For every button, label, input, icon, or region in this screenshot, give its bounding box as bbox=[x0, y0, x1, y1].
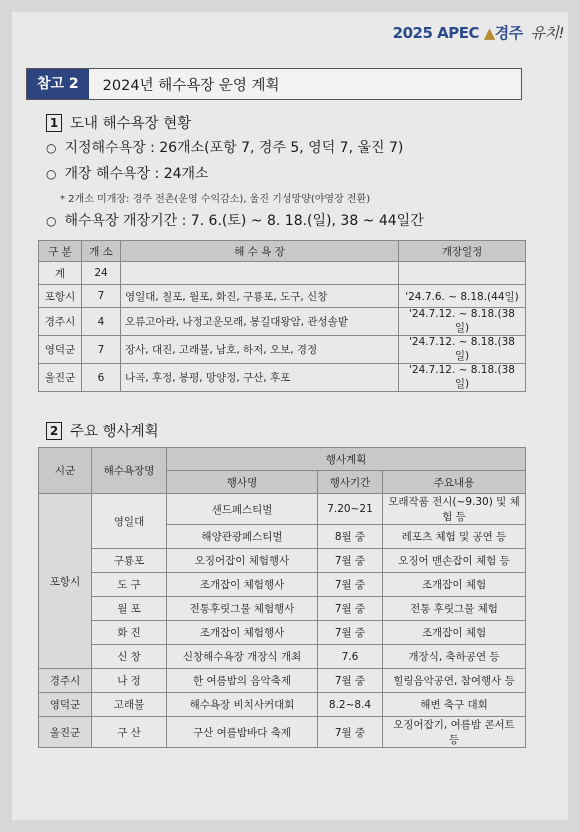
section2-title: 주요 행사계획 bbox=[70, 424, 159, 440]
table-header-row bbox=[39, 241, 526, 262]
cell-period: 7월 중 bbox=[318, 717, 383, 748]
cell-content: 레포츠 체험 및 공연 등 bbox=[383, 525, 526, 549]
cell-beach: 월 포 bbox=[92, 597, 167, 621]
circle-bullet-icon: ○ bbox=[46, 214, 57, 228]
logo-tower-icon: ▲ bbox=[483, 24, 495, 42]
col-header-beaches: 해 수 욕 장 bbox=[121, 241, 399, 262]
cell-count: 7 bbox=[82, 285, 121, 308]
cell-content: 오징어 맨손잡이 체험 등 bbox=[383, 549, 526, 573]
table-row bbox=[39, 549, 526, 573]
table-row bbox=[39, 494, 526, 525]
logo-city-text: 경주 bbox=[494, 24, 523, 42]
cell-region: 울진군 bbox=[39, 717, 92, 748]
cell-content: 해변 축구 대회 bbox=[383, 693, 526, 717]
cell-beach: 구 산 bbox=[92, 717, 167, 748]
table-row bbox=[39, 717, 526, 748]
cell-event: 해양관광페스티벌 bbox=[167, 525, 318, 549]
col-header-region: 구 분 bbox=[39, 241, 82, 262]
cell-count: 7 bbox=[82, 336, 121, 364]
line1-text: 지정해수욕장 : 26개소(포항 7, 경주 5, 영덕 7, 울진 7) bbox=[64, 140, 404, 156]
table-row bbox=[39, 364, 526, 392]
col-header-schedule: 개장일정 bbox=[399, 241, 526, 262]
cell-period: 7.20~21 bbox=[318, 494, 383, 525]
cell-event: 신창해수욕장 개장식 개최 bbox=[167, 645, 318, 669]
section1-note: * 2개소 미개장: 경주 전촌(운영 수익감소), 울진 기성망양(야영장 전환) bbox=[60, 194, 371, 205]
total-schedule bbox=[399, 262, 526, 285]
table-row bbox=[39, 285, 526, 308]
cell-beach-youngildae: 영일대 bbox=[92, 494, 167, 549]
cell-event: 해수욕장 비치사커대회 bbox=[167, 693, 318, 717]
cell-content: 오징어잡기, 여름밤 콘서트 등 bbox=[383, 717, 526, 748]
cell-content: 모래작품 전시(~9.30) 및 체험 등 bbox=[383, 494, 526, 525]
table-row bbox=[39, 645, 526, 669]
cell-period: 8월 중 bbox=[318, 525, 383, 549]
cell-beach: 신 창 bbox=[92, 645, 167, 669]
cell-region: 포항시 bbox=[39, 285, 82, 308]
table-row bbox=[39, 308, 526, 336]
cell-event: 오징어잡이 체험행사 bbox=[167, 549, 318, 573]
total-label: 계 bbox=[39, 262, 82, 285]
cell-content: 전통 후릿그물 체험 bbox=[383, 597, 526, 621]
circle-bullet-icon: ○ bbox=[46, 141, 57, 155]
cell-count: 6 bbox=[82, 364, 121, 392]
cell-content: 조개잡이 체험 bbox=[383, 621, 526, 645]
col-header-count: 개 소 bbox=[82, 241, 121, 262]
apec-logo bbox=[393, 22, 564, 43]
cell-beaches: 장사, 대진, 고래불, 남호, 하저, 오보, 경정 bbox=[121, 336, 399, 364]
cell-region: 울진군 bbox=[39, 364, 82, 392]
circle-bullet-icon: ○ bbox=[46, 167, 57, 181]
logo-script-text: 유치! bbox=[530, 24, 564, 42]
section1-heading bbox=[46, 112, 191, 133]
cell-content: 조개잡이 체험 bbox=[383, 573, 526, 597]
cell-beach: 고래불 bbox=[92, 693, 167, 717]
cell-period: 7월 중 bbox=[318, 549, 383, 573]
section1-line2 bbox=[46, 163, 209, 183]
table-row bbox=[39, 573, 526, 597]
total-count: 24 bbox=[82, 262, 121, 285]
cell-schedule: '24.7.12. ~ 8.18.(38일) bbox=[399, 308, 526, 336]
cell-event: 전통후릿그물 체험행사 bbox=[167, 597, 318, 621]
table-row bbox=[39, 693, 526, 717]
section2-heading bbox=[46, 420, 159, 441]
section1-title: 도내 해수욕장 현황 bbox=[70, 116, 192, 132]
table-row bbox=[39, 621, 526, 645]
col-header-event: 행사명 bbox=[167, 471, 318, 494]
event-plan-table bbox=[38, 447, 526, 748]
section1-line3 bbox=[46, 210, 424, 230]
cell-period: 7.6 bbox=[318, 645, 383, 669]
section2-number: 2 bbox=[46, 422, 62, 440]
cell-beaches: 영일대, 칠포, 월포, 화진, 구룡포, 도구, 신창 bbox=[121, 285, 399, 308]
cell-event: 조개잡이 체험행사 bbox=[167, 621, 318, 645]
cell-beach: 구룡포 bbox=[92, 549, 167, 573]
cell-period: 7월 중 bbox=[318, 669, 383, 693]
cell-schedule: '24.7.12. ~ 8.18.(38일) bbox=[399, 336, 526, 364]
cell-beach: 화 진 bbox=[92, 621, 167, 645]
cell-event: 샌드페스티벌 bbox=[167, 494, 318, 525]
cell-event: 조개잡이 체험행사 bbox=[167, 573, 318, 597]
table-row bbox=[39, 597, 526, 621]
line3-text: 해수욕장 개장기간 : 7. 6.(토) ~ 8. 18.(일), 38 ~ 44일간 bbox=[64, 213, 424, 229]
title-bar bbox=[26, 68, 522, 100]
cell-beach: 도 구 bbox=[92, 573, 167, 597]
col-header-plan: 행사계획 bbox=[167, 448, 526, 471]
col-header-content: 주요내용 bbox=[383, 471, 526, 494]
beach-status-table bbox=[38, 240, 526, 392]
cell-beaches: 나곡, 후정, 봉평, 망양정, 구산, 후포 bbox=[121, 364, 399, 392]
col-header-region: 시군 bbox=[39, 448, 92, 494]
cell-period: 7월 중 bbox=[318, 621, 383, 645]
cell-beach: 나 정 bbox=[92, 669, 167, 693]
cell-region: 경주시 bbox=[39, 308, 82, 336]
table-total-row bbox=[39, 262, 526, 285]
section1-line1 bbox=[46, 137, 403, 157]
table-header-row bbox=[39, 448, 526, 471]
cell-content: 개장식, 축하공연 등 bbox=[383, 645, 526, 669]
cell-schedule: '24.7.6. ~ 8.18.(44일) bbox=[399, 285, 526, 308]
cell-beaches: 오류고아라, 나정고운모래, 봉길대왕암, 관성솔밭 bbox=[121, 308, 399, 336]
cell-event: 한 여름밤의 음악축제 bbox=[167, 669, 318, 693]
section1-number: 1 bbox=[46, 114, 62, 132]
cell-schedule: '24.7.12. ~ 8.18.(38일) bbox=[399, 364, 526, 392]
page-title: 2024년 해수욕장 운영 계획 bbox=[102, 77, 280, 94]
cell-period: 7월 중 bbox=[318, 573, 383, 597]
cell-region: 경주시 bbox=[39, 669, 92, 693]
col-header-period: 행사기간 bbox=[318, 471, 383, 494]
logo-apec-text: 2025 APEC bbox=[392, 24, 479, 42]
cell-event: 구산 여름밤바다 축제 bbox=[167, 717, 318, 748]
cell-region: 영덕군 bbox=[39, 336, 82, 364]
cell-period: 7월 중 bbox=[318, 597, 383, 621]
table-row bbox=[39, 669, 526, 693]
col-header-beach: 해수욕장명 bbox=[92, 448, 167, 494]
cell-region: 영덕군 bbox=[39, 693, 92, 717]
cell-count: 4 bbox=[82, 308, 121, 336]
total-beaches bbox=[121, 262, 399, 285]
cell-period: 8.2~8.4 bbox=[318, 693, 383, 717]
reference-label: 참고 2 bbox=[27, 69, 89, 99]
line2-text: 개장 해수욕장 : 24개소 bbox=[64, 166, 209, 182]
table-row bbox=[39, 336, 526, 364]
cell-content: 힐링음악공연, 참여행사 등 bbox=[383, 669, 526, 693]
cell-region-pohang: 포항시 bbox=[39, 494, 92, 669]
